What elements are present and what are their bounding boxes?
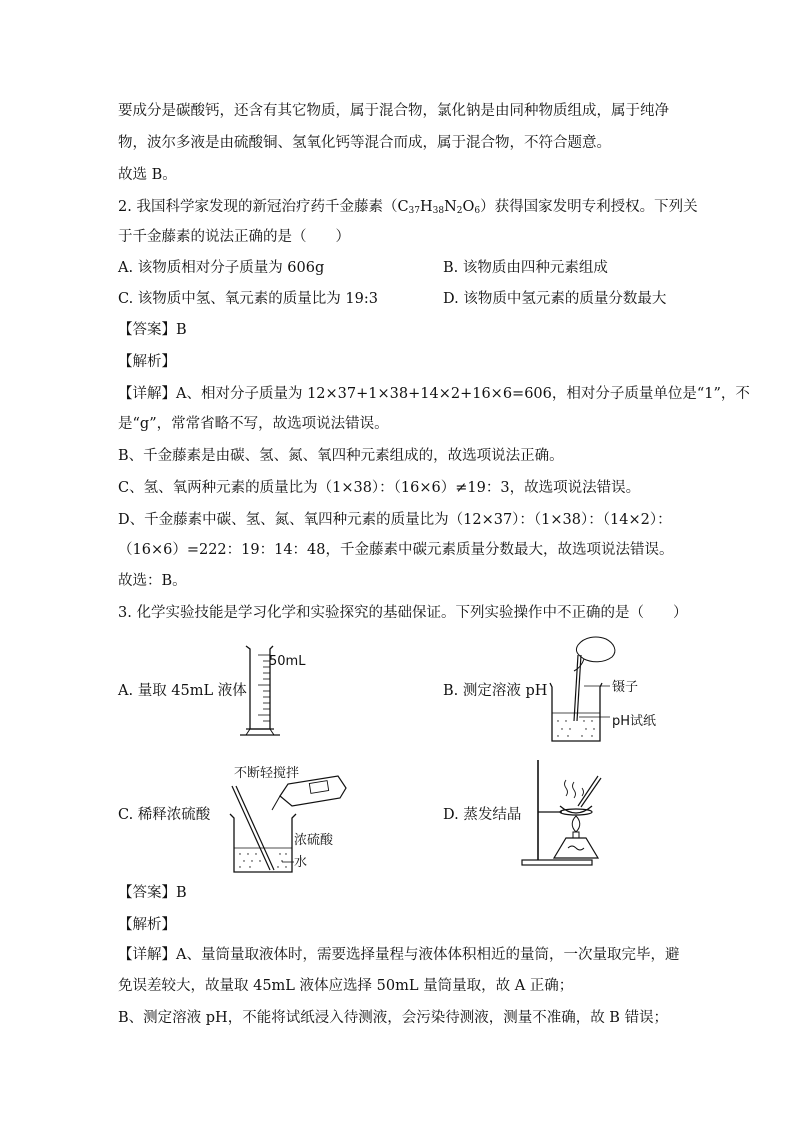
- q2-option-d: D. 该物质中氢元素的质量分数最大: [443, 291, 667, 307]
- ph-paper-label: pH试纸: [612, 714, 657, 729]
- q2-option-b: B. 该物质由四种元素组成: [443, 260, 608, 276]
- formula-c-sub: 37: [408, 206, 420, 216]
- q3-option-b: B. 测定溶液 pH: [443, 683, 548, 699]
- q3-answer: 【答案】B: [118, 885, 187, 901]
- q2-analysis-heading: 【解析】: [118, 354, 176, 370]
- formula-n: N: [444, 199, 457, 215]
- formula-h: H: [420, 199, 433, 215]
- q2-conclusion: 故选：B。: [118, 573, 187, 589]
- q2-stem-after: ）获得国家发明专利授权。下列关: [480, 199, 698, 215]
- graduated-cylinder-figure: [238, 643, 318, 738]
- intro-conclusion: 故选 B。: [118, 167, 177, 183]
- q2-detail-1: 【详解】A、相对分子质量为 12×37+1×38+14×2+16×6=606，相对分子质量单位是“1”，不: [118, 386, 750, 402]
- tweezers-label: 镊子: [612, 680, 639, 695]
- q2-detail-4: C、氢、氧两种元素的质量比为（1×38）：（16×6）≠19：3，故选项说法错误。: [118, 480, 641, 496]
- dilution-figure: [228, 762, 378, 874]
- q2-option-c: C. 该物质中氢、氧元素的质量比为 19:3: [118, 291, 378, 307]
- q2-detail-6: （16×6）=222：19：14：48，千金藤素中碳元素质量分数最大，故选项说法错误。: [118, 542, 674, 558]
- q2-stem-before: 2. 我国科学家发现的新冠治疗药千金藤素（C: [118, 199, 409, 215]
- q2-stem-line-2: 于千金藤素的说法正确的是（ ）: [118, 229, 350, 245]
- q2-detail-2: 是“g”，常常省略不写，故选项说法错误。: [118, 416, 389, 432]
- q3-option-a: A. 量取 45mL 液体: [118, 683, 247, 699]
- q3-stem: 3. 化学实验技能是学习化学和实验探究的基础保证。下列实验操作中不正确的是（ ）: [118, 605, 688, 621]
- q2-detail-3: B、千金藤素是由碳、氢、氮、氧四种元素组成的，故选项说法正确。: [118, 448, 564, 464]
- q3-option-c: C. 稀释浓硫酸: [118, 807, 211, 823]
- formula-o: O: [462, 199, 475, 215]
- q2-option-a: A. 该物质相对分子质量为 606g: [118, 260, 325, 276]
- intro-line-1: 要成分是碳酸钙，还含有其它物质，属于混合物，氯化钠是由同种物质组成，属于纯净: [118, 103, 669, 119]
- ph-test-figure: [548, 633, 668, 745]
- evaporation-figure: [520, 756, 620, 868]
- q3-detail-2: 免误差较大，故量取 45mL 液体应选择 50mL 量筒量取，故 A 正确；: [118, 978, 574, 994]
- q3-analysis-heading: 【解析】: [118, 917, 176, 933]
- q2-stem-line-1: [118, 197, 698, 217]
- q2-detail-5: D、千金藤素中碳、氢、氮、氧四种元素的质量比为（12×37）：（1×38）：（14×2）：: [118, 512, 672, 528]
- stir-label: 不断轻搅拌: [234, 766, 300, 781]
- water-label: 水: [294, 855, 308, 870]
- formula-o-sub: 6: [474, 206, 481, 216]
- q2-answer: 【答案】B: [118, 322, 187, 338]
- q3-detail-1: 【详解】A、量筒量取液体时，需要选择量程与液体体积相近的量筒，一次量取完毕，避: [118, 947, 680, 963]
- cylinder-volume-label: 50mL: [269, 654, 306, 669]
- acid-label: 浓硫酸: [294, 833, 334, 848]
- intro-line-2: 物，波尔多液是由硫酸铜、氢氧化钙等混合而成，属于混合物，不符合题意。: [118, 135, 611, 151]
- formula-n-sub: 2: [456, 206, 463, 216]
- q3-detail-3: B、测定溶液 pH，不能将试纸浸入待测液，会污染待测液，测量不准确，故 B 错误；: [118, 1010, 669, 1026]
- formula-h-sub: 38: [432, 206, 445, 216]
- q3-option-d: D. 蒸发结晶: [443, 807, 522, 823]
